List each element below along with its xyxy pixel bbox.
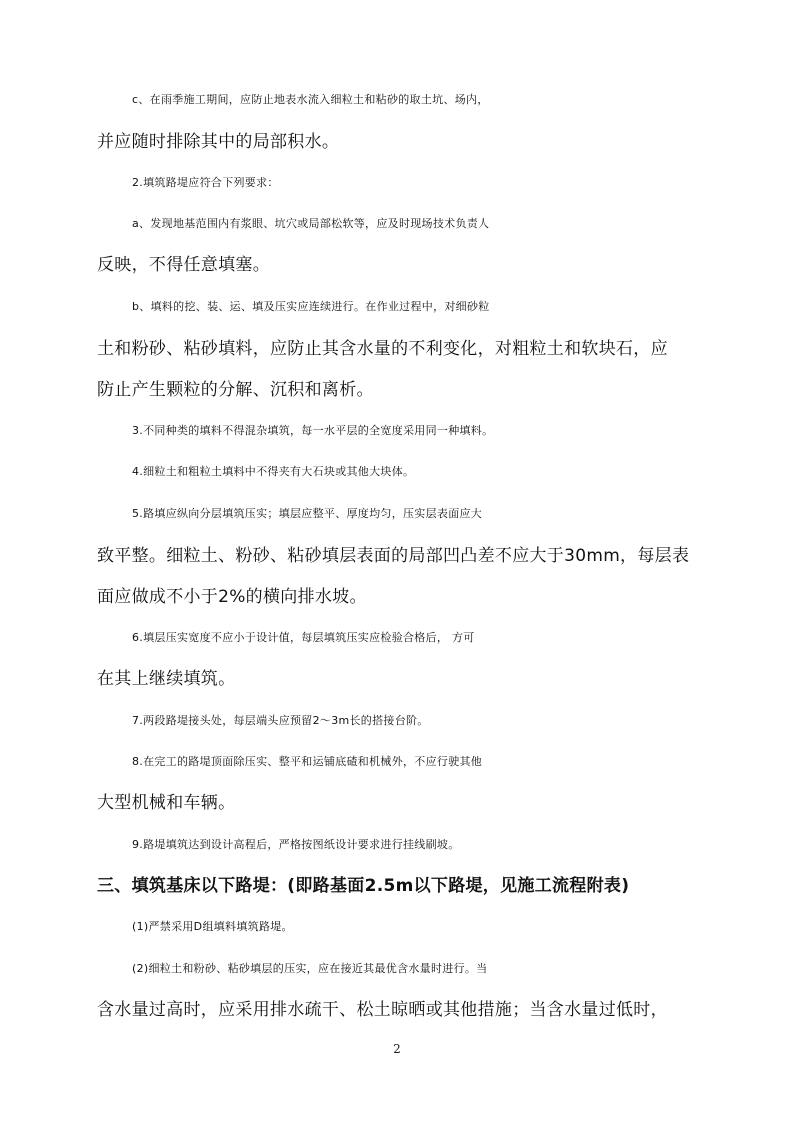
text-line: (2)细粒土和粉砂、粘砂填层的压实，应在接近其最优含水量时进行。当 bbox=[132, 962, 488, 975]
text-line: 在其上继续填筑。 bbox=[97, 669, 236, 689]
page-number: 2 bbox=[393, 1042, 401, 1056]
text-line: 防止产生颗粒的分解、沉积和离析。 bbox=[97, 380, 374, 400]
text-line: c、在雨季施工期间，应防止地表水流入细粒土和粘砂的取土坑、场内， bbox=[132, 93, 489, 106]
text-line: 3.不同种类的填料不得混杂填筑，每一水平层的全宽度采用同一种填料。 bbox=[132, 424, 494, 437]
text-line: 5.路填应纵向分层填筑压实；填层应整平、厚度均匀，压实层表面应大 bbox=[132, 507, 483, 520]
text-line: 8.在完工的路堤顶面除压实、整平和运铺底碴和机械外，不应行驶其他 bbox=[132, 755, 483, 768]
text-line: b、填料的挖、装、运、填及压实应连续进行。在作业过程中，对细砂粒 bbox=[132, 300, 490, 313]
text-line: 6.填层压实宽度不应小于设计值，每层填筑压实应检验合格后， 方可 bbox=[132, 631, 475, 644]
text-line: 致平整。细粒土、粉砂、粘砂填层表面的局部凹凸差不应大于30mm，每层表 bbox=[97, 546, 690, 566]
text-line: 9.路堤填筑达到设计高程后，严格按图纸设计要求进行挂线刷坡。 bbox=[132, 838, 460, 851]
text-line: 反映，不得任意填塞。 bbox=[97, 255, 270, 275]
text-line: 7.两段路堤接头处，每层端头应预留2～3m长的搭接台阶。 bbox=[132, 714, 429, 727]
text-line: 面应做成不小于2%的横向排水坡。 bbox=[97, 587, 367, 607]
text-line: 含水量过高时，应采用排水疏干、松土晾晒或其他措施；当含水量过低时， bbox=[97, 1000, 668, 1020]
text-line: 并应随时排除其中的局部积水。 bbox=[97, 132, 340, 152]
text-line: 2.填筑路堤应符合下列要求： bbox=[132, 176, 279, 189]
text-line: 4.细粒土和粗粒土填料中不得夹有大石块或其他大块体。 bbox=[132, 465, 415, 478]
text-line: 大型机械和车辆。 bbox=[97, 793, 236, 813]
section-heading: 三、填筑基床以下路堤：(即路基面2.5m以下路堤，见施工流程附表) bbox=[97, 876, 630, 896]
text-line: a、发现地基范围内有浆眼、坑穴或局部松软等，应及时现场技术负责人 bbox=[132, 217, 490, 230]
text-line: 土和粉砂、粘砂填料，应防止其含水量的不利变化，对粗粒土和软块石，应 bbox=[97, 339, 668, 359]
text-line: (1)严禁采用D组填料填筑路堤。 bbox=[132, 920, 293, 933]
